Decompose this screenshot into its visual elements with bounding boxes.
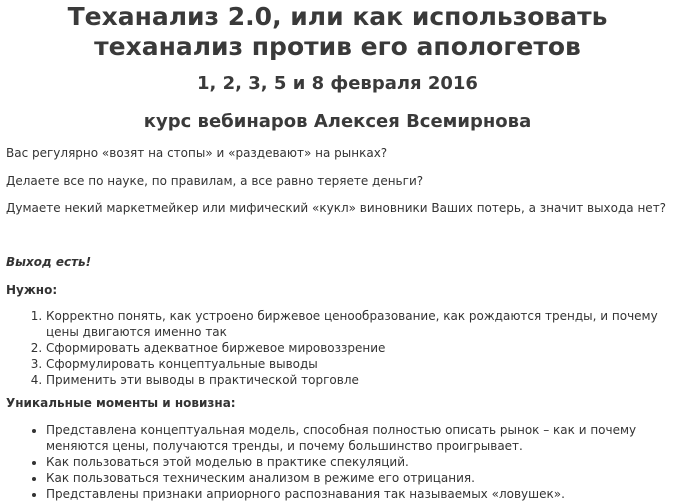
- need-item: 2. Сформировать адекватное биржевое мировоззрение: [46, 340, 666, 356]
- unique-item: • Как пользоваться этой моделью в практике спекуляций.: [46, 454, 666, 470]
- unique-list: [6, 422, 666, 502]
- need-item: 4. Применить эти выводы в практической торговле: [46, 372, 666, 388]
- need-item: 1. Корректно понять, как устроено биржевое ценообразование, как рождаются тренды, и почему цены двигаются именно так: [46, 308, 666, 340]
- page-title: Теханализ 2.0, или как использовать теханализ против его апологетов: [67, 2, 608, 61]
- intro-question-2: Делаете все по науке, по правилам, а все равно теряете деньги?: [6, 174, 424, 188]
- intro-question-3: Думаете некий маркетмейкер или мифический «кукл» виновники Ваших потерь, а значит выхода нет?: [6, 201, 667, 215]
- need-list: [6, 308, 666, 388]
- course-subtitle: курс вебинаров Алексея Всемирнова: [143, 111, 532, 132]
- exit-statement: Выход есть!: [6, 255, 92, 269]
- unique-item: • Представлена концептуальная модель, способная полностью описать рынок – как и почему меняются цены, получаются тренды, и почему большинство проигрывает.: [46, 422, 666, 454]
- need-heading: Нужно:: [6, 283, 58, 297]
- intro-question-1: Вас регулярно «возят на стопы» и «раздевают» на рынках?: [6, 146, 388, 160]
- unique-item: • Как пользоваться техническим анализом в режиме его отрицания.: [46, 470, 666, 486]
- need-item: 3. Сформулировать концептуальные выводы: [46, 356, 666, 372]
- unique-item: • Представлены признаки априорного распознавания так называемых «ловушек».: [46, 486, 666, 502]
- unique-heading: Уникальные моменты и новизна:: [6, 396, 236, 410]
- course-dates: 1, 2, 3, 5 и 8 февраля 2016: [197, 73, 478, 94]
